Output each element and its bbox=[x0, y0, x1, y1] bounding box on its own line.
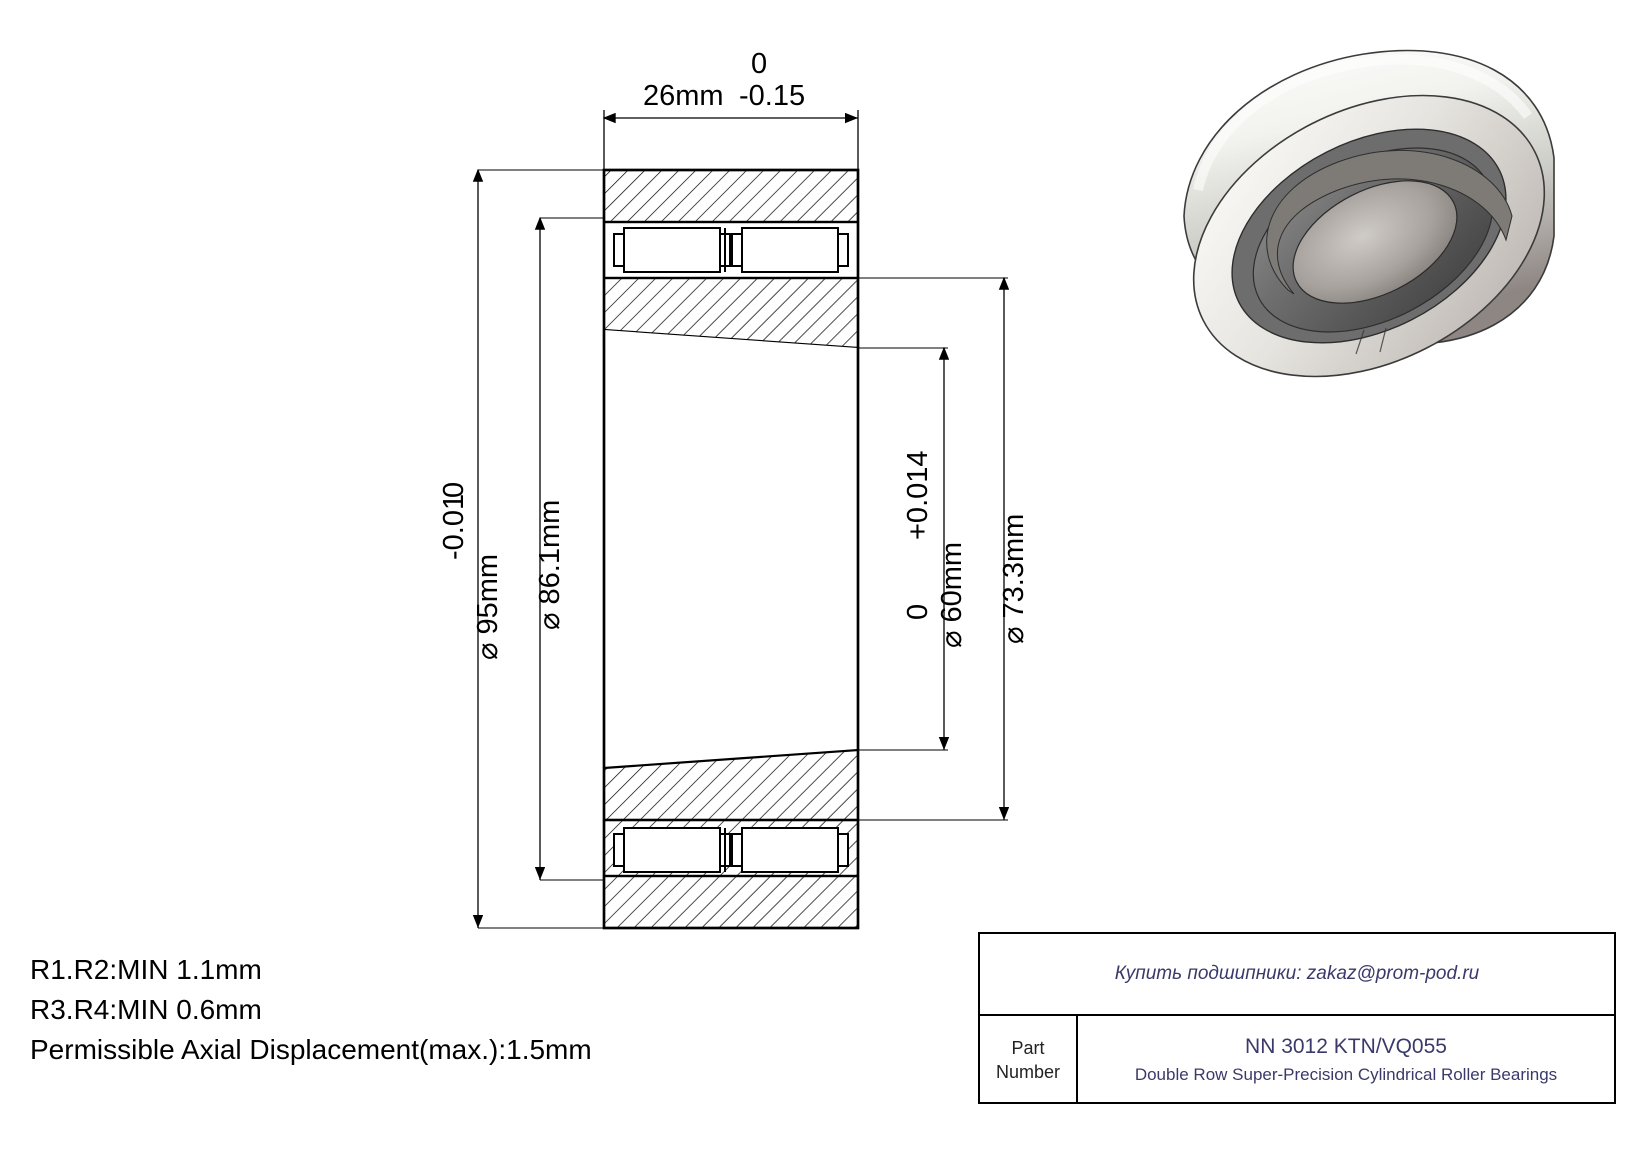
dim-width-value: 26mm bbox=[643, 80, 724, 112]
contact-row bbox=[980, 934, 1614, 1016]
note-r3-r4: R3.R4:MIN 0.6mm bbox=[30, 994, 262, 1025]
dim-outer-dia-tolerance-upper: 0 bbox=[438, 481, 470, 498]
dim-width-tolerance-lower: -0.15 bbox=[739, 80, 806, 112]
part-number-label bbox=[980, 1016, 1078, 1104]
part-number-row bbox=[980, 1016, 1614, 1104]
note-r1-r2: R1.R2:MIN 1.1mm bbox=[30, 954, 262, 985]
drawing-notes bbox=[30, 950, 592, 1070]
part-label-line1: Part bbox=[1011, 1038, 1045, 1058]
dim-outer-dia-tolerance-lower: -0.01 bbox=[438, 493, 470, 560]
dim-outer-dia-value: ⌀ 95mm bbox=[472, 553, 504, 660]
dim-outer-raceway-dia-value: ⌀ 86.1mm bbox=[534, 499, 566, 630]
part-description-text: Double Row Super-Precision Cylindrical Roller Bearings bbox=[1134, 1065, 1558, 1084]
contact-text: Купить подшипники: zakaz@prom-pod.ru bbox=[1114, 963, 1480, 984]
title-block bbox=[978, 932, 1616, 1104]
part-label-line2: Number bbox=[995, 1062, 1061, 1082]
dim-bore-dia-tolerance-upper: +0.014 bbox=[902, 450, 934, 540]
dim-bore-dia-tolerance-lower: 0 bbox=[902, 603, 934, 620]
part-number-text: NN 3012 KTN/VQ055 bbox=[1245, 1035, 1447, 1058]
dim-inner-raceway-dia-value: ⌀ 73.3mm bbox=[998, 513, 1030, 644]
dim-width-tolerance-upper: 0 bbox=[751, 48, 768, 80]
note-axial-displacement: Permissible Axial Displacement(max.):1.5mm bbox=[30, 1034, 592, 1065]
part-number-value bbox=[1078, 1016, 1614, 1104]
dim-bore-dia-value: ⌀ 60mm bbox=[936, 541, 968, 648]
